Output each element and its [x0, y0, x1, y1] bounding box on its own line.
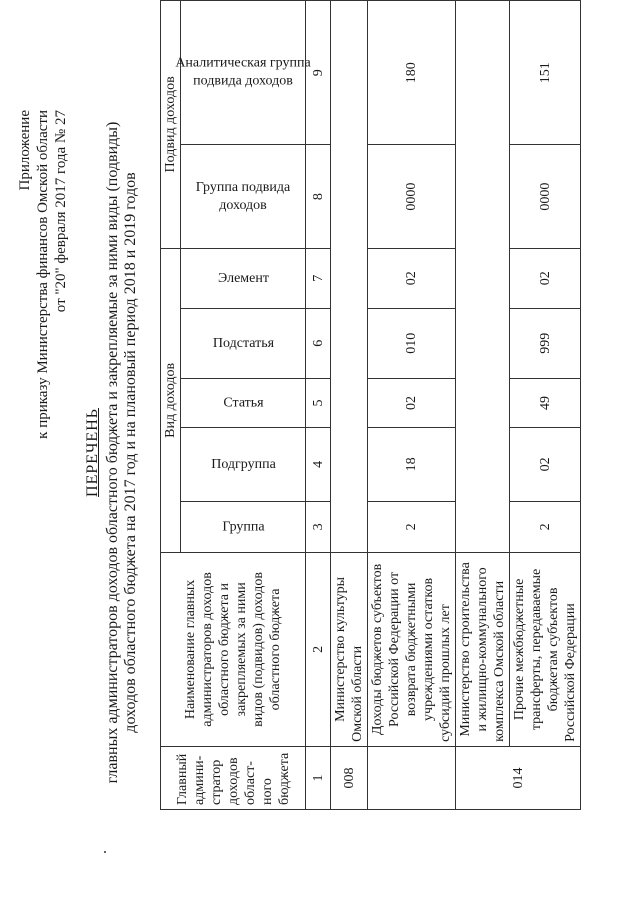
subtitle-line-2: доходов областного бюджета на 2017 год и на плановый период 2018 и 2019 годов: [122, 172, 139, 733]
appendix-block: [16, 110, 70, 439]
row-name: Прочие межбюджетные трансферты, передаваемые бюджетам субъектов Российской Федерации: [510, 552, 581, 746]
header-admin-line-4: доходов: [225, 757, 241, 805]
row-name: Министерство строительства и жилищно-коммунального комплекса Омской области: [456, 552, 510, 746]
document-title: ПЕРЕЧЕНЬ: [84, 408, 101, 497]
column-number-row: [306, 1, 331, 810]
header-podgruppa: Подгруппа: [181, 428, 306, 502]
header-admin: [161, 746, 306, 809]
revenue-table: [160, 0, 581, 810]
header-podvid: Подвид доходов: [161, 1, 181, 249]
table-row: [456, 1, 510, 810]
col-num: 5: [306, 378, 331, 427]
header-analit: Аналитическая группа подвида доходов: [181, 1, 306, 145]
header-admin-line-1: Главный: [174, 753, 190, 805]
code-cell: 2: [510, 501, 581, 552]
empty-codes: [331, 1, 368, 553]
code-cell: 180: [368, 1, 456, 145]
header-statya: Статья: [181, 378, 306, 427]
code-cell: 151: [510, 1, 581, 145]
header-name: Наименование главных администраторов доходов областного бюджета и закрепляемых за ними видов (подвидов) доходов областного бюджета: [161, 552, 306, 746]
col-num: 1: [306, 746, 331, 809]
code-cell: 02: [368, 248, 456, 308]
header-admin-line-2: админи-: [191, 755, 207, 805]
code-cell: 999: [510, 308, 581, 378]
code-cell: 2: [368, 501, 456, 552]
col-num: 8: [306, 145, 331, 248]
code-cell: 49: [510, 378, 581, 427]
header-admin-line-6: ного: [259, 778, 275, 805]
code-cell: 02: [510, 248, 581, 308]
col-num: 7: [306, 248, 331, 308]
empty-codes: [456, 1, 510, 553]
header-gruppa: Группа: [181, 501, 306, 552]
table-row: [368, 1, 456, 810]
header-admin-line-7: бюджета: [276, 752, 292, 805]
appendix-date: от "20" февраля 2017 года № 27: [53, 110, 69, 313]
code-cell: 18: [368, 428, 456, 502]
col-num: 6: [306, 308, 331, 378]
table-row: [510, 1, 581, 810]
col-num: 3: [306, 501, 331, 552]
table-row: [331, 1, 368, 810]
code-cell: 02: [510, 428, 581, 502]
admin-code: 008: [331, 746, 368, 809]
document-subtitle: [104, 0, 140, 905]
admin-code: [368, 746, 456, 809]
header-admin-line-5: област-: [242, 761, 258, 805]
admin-code: 014: [456, 746, 581, 809]
col-num: 2: [306, 552, 331, 746]
appendix-order: к приказу Министерства финансов Омской области: [35, 110, 51, 439]
col-num: 4: [306, 428, 331, 502]
header-vid: Вид доходов: [161, 248, 181, 552]
row-name: Министерство культуры Омской области: [331, 552, 368, 746]
col-num: 9: [306, 1, 331, 145]
row-name: Доходы бюджетов субъектов Российской Федерации от возврата бюджетными учреждениями остатков субсидий прошлых лет: [368, 552, 456, 746]
code-cell: 0000: [510, 145, 581, 248]
header-element: Элемент: [181, 248, 306, 308]
code-cell: 02: [368, 378, 456, 427]
header-admin-line-3: стратор: [208, 759, 224, 805]
subtitle-line-1: главных администраторов доходов областного бюджета и закрепляемые за ними виды (подвиды): [104, 121, 121, 784]
header-row-1: [161, 1, 181, 810]
header-podstatya: Подстатья: [181, 308, 306, 378]
code-cell: 010: [368, 308, 456, 378]
code-cell: 0000: [368, 145, 456, 248]
appendix-label: Приложение: [17, 110, 33, 191]
header-gruppa-podvida: Группа подвида доходов: [181, 145, 306, 248]
